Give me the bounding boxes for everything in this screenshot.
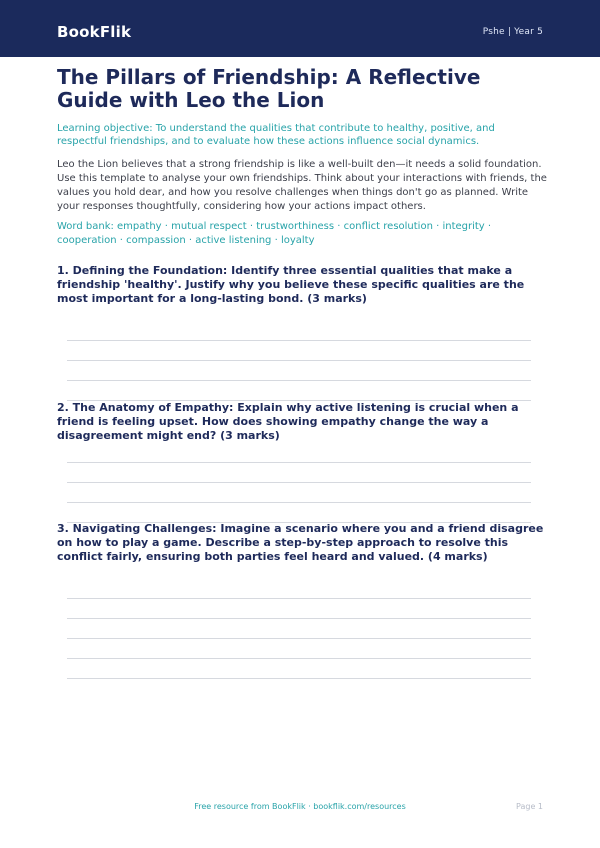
footer-resource-link[interactable]: Free resource from BookFlik · bookflik.com/resources [194,802,406,811]
answer-line[interactable] [67,638,531,639]
subject-year-label: Pshe | Year 5 [482,27,543,37]
page-header [0,0,600,57]
answer-line[interactable] [67,462,531,463]
answer-line[interactable] [67,340,531,341]
intro-paragraph: Leo the Lion believes that a strong friendship is like a well-built den—it needs a solid foundation. Use this template to analyse your own friendships. Think about your interactions with friends, the values you hold dear, and how you resolve challenges when things don't go as planned. Write your responses thoughtfully, considering how your actions impact others. [57,159,547,212]
question-2: 2. The Anatomy of Empathy: Explain why active listening is crucial when a friend is feeling upset. How does showing empathy change the way a disagreement might end? (3 marks) [57,401,519,442]
word-bank: Word bank: empathy · mutual respect · trustworthiness · conflict resolution · integrity · cooperation · compassion · active listening · loyalty [57,221,492,246]
answer-line[interactable] [67,598,531,599]
learning-objective: Learning objective: To understand the qualities that contribute to healthy, positive, and respectful friendships, and to evaluate how these actions influence social dynamics. [57,123,495,147]
question-1: 1. Defining the Foundation: Identify three essential qualities that make a friendship 'healthy'. Justify why you believe these specific qualities are the most important for a long-lasting bond. (3 marks) [57,264,525,305]
worksheet-title: The Pillars of Friendship: A Reflective Guide with Leo the Lion [57,65,481,112]
brand-logo-text[interactable]: BookFlik [57,23,132,41]
page-number: Page 1 [516,802,543,811]
question-3: 3. Navigating Challenges: Imagine a scenario where you and a friend disagree on how to play a game. Describe a step-by-step approach to resolve this conflict fairly, ensuring both parties feel heard and valued. (4 marks) [57,522,544,563]
answer-line[interactable] [67,678,531,679]
answer-line[interactable] [67,502,531,503]
answer-line[interactable] [67,360,531,361]
answer-line[interactable] [67,380,531,381]
answer-line[interactable] [67,658,531,659]
answer-line[interactable] [67,618,531,619]
answer-line[interactable] [67,482,531,483]
